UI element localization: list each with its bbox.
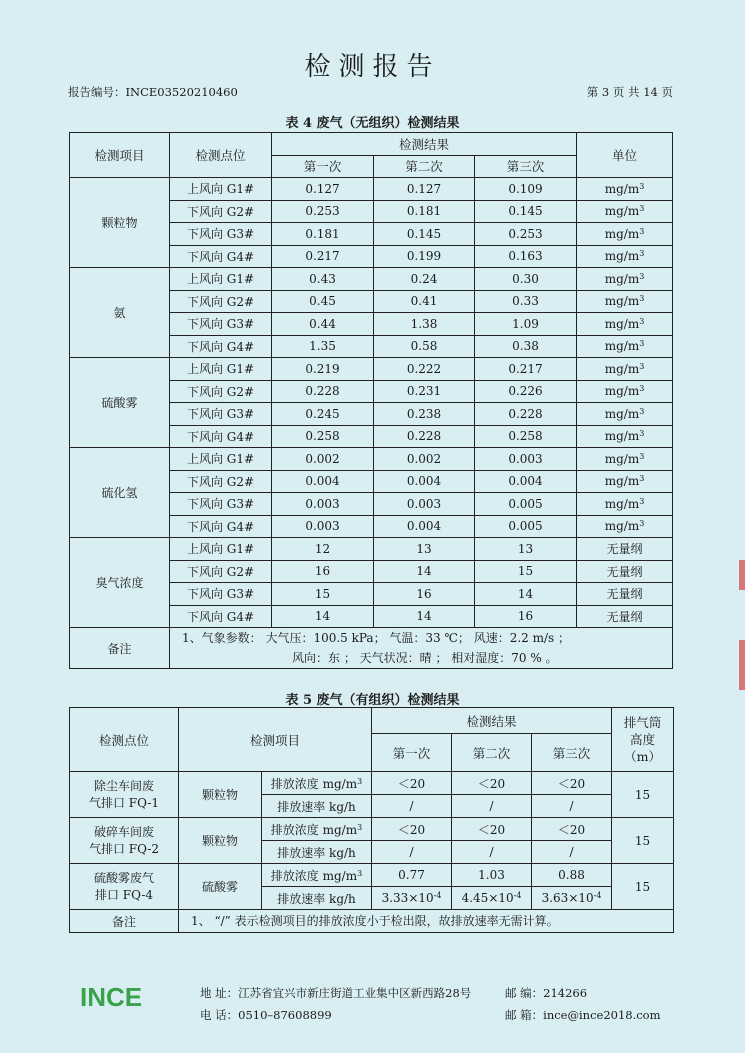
value-third: 0.253: [475, 223, 577, 246]
unit-cell: [577, 223, 673, 246]
sample-point: 下风向 G3#: [170, 583, 272, 606]
report-number: 报告编号：INCE03520210460: [68, 85, 238, 99]
unit-exponent: 3: [639, 181, 645, 191]
rate-label: 排放速率 kg/h: [262, 841, 372, 864]
unit-exponent: 3: [639, 496, 645, 506]
value-second: 0.127: [374, 178, 475, 201]
emission-point-line2: 排口 FQ-4: [94, 887, 154, 902]
t5-col-header-height: [612, 708, 674, 772]
unit-text: 无量纲: [606, 542, 643, 557]
sample-point: 下风向 G4#: [170, 245, 272, 268]
value-second: 0.004: [374, 470, 475, 493]
value-first: 0.217: [272, 245, 374, 268]
table-row: [70, 268, 673, 291]
value-second: 1.38: [374, 313, 475, 336]
table-row: [70, 358, 673, 381]
sample-point: 下风向 G4#: [170, 425, 272, 448]
unit-text: mg/m: [604, 271, 640, 286]
unit-text: mg/m: [604, 294, 640, 309]
unit-cell: [577, 335, 673, 358]
unit-cell: [577, 200, 673, 223]
rate-value: /: [489, 845, 494, 859]
value-second: 0.222: [374, 358, 475, 381]
rate-value: /: [409, 845, 414, 859]
emission-point-line2: 气排口 FQ-2: [88, 841, 160, 856]
page-number: 第 3 页 共 14 页: [586, 85, 673, 99]
unit-text: mg/m: [604, 226, 640, 241]
conc-second: 1.03: [452, 864, 532, 887]
sample-point: 上风向 G1#: [170, 538, 272, 561]
sample-point: 上风向 G1#: [170, 358, 272, 381]
unit-cell: [577, 245, 673, 268]
rate-second: [452, 841, 532, 864]
value-first: 0.181: [272, 223, 374, 246]
unit-exponent: 3: [639, 204, 645, 214]
t5-col-header-second: 第二次: [452, 734, 532, 772]
conc-label-text: 排放浓度 mg/m: [270, 776, 358, 791]
conc-second: ＜20: [452, 772, 532, 795]
t5-col-header-point: 检测点位: [70, 708, 179, 772]
emission-point: [70, 772, 179, 818]
value-first: 14: [272, 605, 374, 628]
col-header-second: 第二次: [374, 155, 475, 178]
value-second: 0.199: [374, 245, 475, 268]
value-third: 15: [475, 560, 577, 583]
value-first: 0.002: [272, 448, 374, 471]
value-third: 13: [475, 538, 577, 561]
unit-cell: [577, 605, 673, 628]
table-row: [70, 818, 674, 841]
unit-cell: [577, 583, 673, 606]
unit-exponent: 3: [639, 474, 645, 484]
conc-label-exponent: 3: [357, 822, 363, 832]
value-third: 0.005: [475, 515, 577, 538]
sample-point: 上风向 G1#: [170, 448, 272, 471]
emission-point-line1: 破碎车间废: [93, 824, 154, 839]
t5-col-header-first: 第一次: [372, 734, 452, 772]
unit-text: 无量纲: [606, 587, 643, 602]
unit-cell: [577, 470, 673, 493]
value-first: 12: [272, 538, 374, 561]
unit-exponent: 3: [639, 271, 645, 281]
value-first: 0.45: [272, 290, 374, 313]
pollutant-name: 硫化氢: [70, 448, 170, 538]
unit-cell: [577, 268, 673, 291]
value-third: 0.226: [475, 380, 577, 403]
t5-height-line1: 排气筒: [623, 715, 662, 730]
col-header-first: 第一次: [272, 155, 374, 178]
value-third: 0.38: [475, 335, 577, 358]
conc-third: 0.88: [532, 864, 612, 887]
unit-exponent: 3: [639, 361, 645, 371]
footer-contact-right: [505, 982, 661, 1026]
rate-value: /: [489, 799, 494, 813]
rate-value: 3.33×10: [381, 891, 434, 905]
value-third: 0.145: [475, 200, 577, 223]
unit-text: mg/m: [604, 339, 640, 354]
rate-value: /: [569, 845, 574, 859]
footer-email: 邮 箱：ince@ince2018.com: [505, 1008, 661, 1022]
conc-third: ＜20: [532, 772, 612, 795]
col-header-result: 检测结果: [272, 133, 577, 156]
t5-col-header-item: 检测项目: [179, 708, 372, 772]
conc-first: 0.77: [372, 864, 452, 887]
sample-point: 下风向 G2#: [170, 200, 272, 223]
remark-row: [70, 628, 673, 669]
unit-cell: [577, 313, 673, 336]
rate-third: [532, 795, 612, 818]
table4-unorganized-emissions: [69, 132, 673, 669]
col-header-third: 第三次: [475, 155, 577, 178]
value-second: 0.145: [374, 223, 475, 246]
t5-height-line2: 高度: [630, 732, 656, 747]
footer-address: 地 址：江苏省宜兴市新庄街道工业集中区新西路28号: [200, 986, 472, 1000]
rate-label: 排放速率 kg/h: [262, 795, 372, 818]
pollutant-name: 颗粒物: [179, 772, 262, 818]
unit-exponent: 3: [639, 316, 645, 326]
table4-caption: 表 4 废气（无组织）检测结果: [285, 116, 460, 131]
rate-first: [372, 887, 452, 910]
value-second: 13: [374, 538, 475, 561]
rate-second: [452, 887, 532, 910]
edge-seal-mark: [739, 640, 745, 690]
conc-third: ＜20: [532, 818, 612, 841]
table-row: [70, 178, 673, 201]
conc-label-exponent: 3: [357, 868, 363, 878]
unit-cell: [577, 515, 673, 538]
sample-point: 下风向 G4#: [170, 515, 272, 538]
unit-text: mg/m: [604, 204, 640, 219]
unit-exponent: 3: [639, 406, 645, 416]
value-second: 0.58: [374, 335, 475, 358]
value-third: 0.217: [475, 358, 577, 381]
table5-caption: 表 5 废气（有组织）检测结果: [285, 693, 460, 708]
value-third: 0.005: [475, 493, 577, 516]
remark-label: 备注: [70, 628, 170, 669]
value-second: 14: [374, 560, 475, 583]
value-first: 0.44: [272, 313, 374, 336]
value-first: 0.245: [272, 403, 374, 426]
stack-height: 15: [612, 818, 674, 864]
value-first: 0.004: [272, 470, 374, 493]
unit-exponent: 3: [639, 294, 645, 304]
sample-point: 下风向 G2#: [170, 380, 272, 403]
value-second: 0.24: [374, 268, 475, 291]
value-first: 16: [272, 560, 374, 583]
unit-cell: [577, 493, 673, 516]
ince-logo: [80, 982, 166, 1016]
value-first: 0.219: [272, 358, 374, 381]
pollutant-name: 氨: [70, 268, 170, 358]
ince-logo-icon: [80, 982, 166, 1012]
unit-text: mg/m: [604, 249, 640, 264]
unit-cell: [577, 538, 673, 561]
value-second: 14: [374, 605, 475, 628]
unit-cell: [577, 448, 673, 471]
rate-third: [532, 887, 612, 910]
conc-second: ＜20: [452, 818, 532, 841]
unit-cell: [577, 425, 673, 448]
value-second: 0.004: [374, 515, 475, 538]
rate-second: [452, 795, 532, 818]
unit-cell: [577, 403, 673, 426]
t5-col-header-third: 第三次: [532, 734, 612, 772]
t5-col-header-result: 检测结果: [372, 708, 612, 734]
value-third: 0.33: [475, 290, 577, 313]
rate-value: /: [569, 799, 574, 813]
value-second: 0.41: [374, 290, 475, 313]
sample-point: 下风向 G2#: [170, 470, 272, 493]
unit-exponent: 3: [639, 519, 645, 529]
table-row: [70, 772, 674, 795]
unit-exponent: 3: [639, 339, 645, 349]
remark-content: 1、 “/” 表示检测项目的排放浓度小于检出限，故排放速率无需计算。: [179, 910, 674, 933]
value-first: 0.228: [272, 380, 374, 403]
conc-label: [262, 864, 372, 887]
value-first: 0.003: [272, 493, 374, 516]
value-third: 14: [475, 583, 577, 606]
sample-point: 下风向 G3#: [170, 403, 272, 426]
footer-phone: 电 话：0510–87608899: [200, 1008, 332, 1022]
value-first: 15: [272, 583, 374, 606]
remark-label: 备注: [70, 910, 179, 933]
unit-cell: [577, 178, 673, 201]
rate-label: 排放速率 kg/h: [262, 887, 372, 910]
unit-text: mg/m: [604, 384, 640, 399]
t5-height-line3: （m）: [624, 749, 661, 764]
value-second: 0.238: [374, 403, 475, 426]
rate-exponent: -4: [593, 891, 602, 900]
unit-text: mg/m: [604, 406, 640, 421]
unit-text: mg/m: [604, 181, 640, 196]
table-row: [70, 864, 674, 887]
pollutant-name: 硫酸雾: [179, 864, 262, 910]
col-header-unit: 单位: [577, 133, 673, 178]
value-third: 0.30: [475, 268, 577, 291]
unit-text: mg/m: [604, 519, 640, 534]
footer-contact-left: [200, 982, 471, 1026]
table-row: [70, 448, 673, 471]
value-third: 0.004: [475, 470, 577, 493]
sample-point: 下风向 G2#: [170, 560, 272, 583]
value-third: 0.258: [475, 425, 577, 448]
pollutant-name: 颗粒物: [179, 818, 262, 864]
value-third: 0.228: [475, 403, 577, 426]
value-third: 0.003: [475, 448, 577, 471]
unit-cell: [577, 290, 673, 313]
rate-third: [532, 841, 612, 864]
emission-point: [70, 818, 179, 864]
sample-point: 下风向 G3#: [170, 313, 272, 336]
value-first: 1.35: [272, 335, 374, 358]
sample-point: 上风向 G1#: [170, 178, 272, 201]
value-second: 0.181: [374, 200, 475, 223]
sample-point: 下风向 G3#: [170, 493, 272, 516]
conc-first: ＜20: [372, 772, 452, 795]
footer-postcode: 邮 编：214266: [505, 986, 588, 1000]
value-second: 0.228: [374, 425, 475, 448]
pollutant-name: 臭气浓度: [70, 538, 170, 628]
remark-row: [70, 910, 674, 933]
unit-cell: [577, 358, 673, 381]
rate-first: [372, 841, 452, 864]
value-second: 0.231: [374, 380, 475, 403]
value-second: 0.003: [374, 493, 475, 516]
emission-point: [70, 864, 179, 910]
sample-point: 上风向 G1#: [170, 268, 272, 291]
unit-exponent: 3: [639, 429, 645, 439]
value-first: 0.43: [272, 268, 374, 291]
col-header-item: 检测项目: [70, 133, 170, 178]
remark-content: [170, 628, 673, 669]
table5-organized-emissions: [69, 707, 674, 933]
conc-label: [262, 772, 372, 795]
value-first: 0.253: [272, 200, 374, 223]
sample-point: 下风向 G4#: [170, 605, 272, 628]
conc-label-text: 排放浓度 mg/m: [270, 868, 358, 883]
unit-text: mg/m: [604, 474, 640, 489]
rate-value: 4.45×10: [461, 891, 514, 905]
value-third: 0.163: [475, 245, 577, 268]
rate-exponent: -4: [433, 891, 442, 900]
rate-exponent: -4: [513, 891, 522, 900]
value-third: 16: [475, 605, 577, 628]
unit-text: mg/m: [604, 496, 640, 511]
sample-point: 下风向 G3#: [170, 223, 272, 246]
emission-point-line1: 硫酸雾废气: [93, 870, 154, 885]
unit-text: mg/m: [604, 316, 640, 331]
ince-logo-text: INCE: [80, 982, 143, 1012]
stack-height: 15: [612, 864, 674, 910]
rate-first: [372, 795, 452, 818]
sample-point: 下风向 G2#: [170, 290, 272, 313]
edge-seal-mark: [739, 560, 745, 590]
value-second: 0.002: [374, 448, 475, 471]
conc-label: [262, 818, 372, 841]
unit-cell: [577, 380, 673, 403]
table-row: [70, 538, 673, 561]
conc-label-text: 排放浓度 mg/m: [270, 822, 358, 837]
value-third: 1.09: [475, 313, 577, 336]
value-second: 16: [374, 583, 475, 606]
unit-text: 无量纲: [606, 564, 643, 579]
emission-point-line2: 气排口 FQ-1: [88, 795, 160, 810]
unit-exponent: 3: [639, 249, 645, 259]
unit-text: mg/m: [604, 361, 640, 376]
stack-height: 15: [612, 772, 674, 818]
conc-label-exponent: 3: [357, 776, 363, 786]
value-first: 0.003: [272, 515, 374, 538]
sample-point: 下风向 G4#: [170, 335, 272, 358]
unit-text: mg/m: [604, 451, 640, 466]
unit-exponent: 3: [639, 451, 645, 461]
unit-exponent: 3: [639, 384, 645, 394]
remark-line1: 1、气象参数： 大气压：100.5 kPa； 气温：33 ℃； 风速：2.2 m/s ；: [182, 631, 571, 645]
value-first: 0.127: [272, 178, 374, 201]
conc-first: ＜20: [372, 818, 452, 841]
rate-value: /: [409, 799, 414, 813]
unit-cell: [577, 560, 673, 583]
value-third: 0.109: [475, 178, 577, 201]
page-title: 检测报告: [304, 52, 441, 82]
value-first: 0.258: [272, 425, 374, 448]
pollutant-name: 颗粒物: [70, 178, 170, 268]
unit-exponent: 3: [639, 226, 645, 236]
unit-text: mg/m: [604, 429, 640, 444]
unit-text: 无量纲: [606, 609, 643, 624]
emission-point-line1: 除尘车间废: [93, 778, 154, 793]
remark-line2: 风向：东 ； 天气状况：晴 ； 相对湿度：70 % 。: [292, 651, 558, 665]
col-header-point: 检测点位: [170, 133, 272, 178]
rate-value: 3.63×10: [541, 891, 594, 905]
pollutant-name: 硫酸雾: [70, 358, 170, 448]
